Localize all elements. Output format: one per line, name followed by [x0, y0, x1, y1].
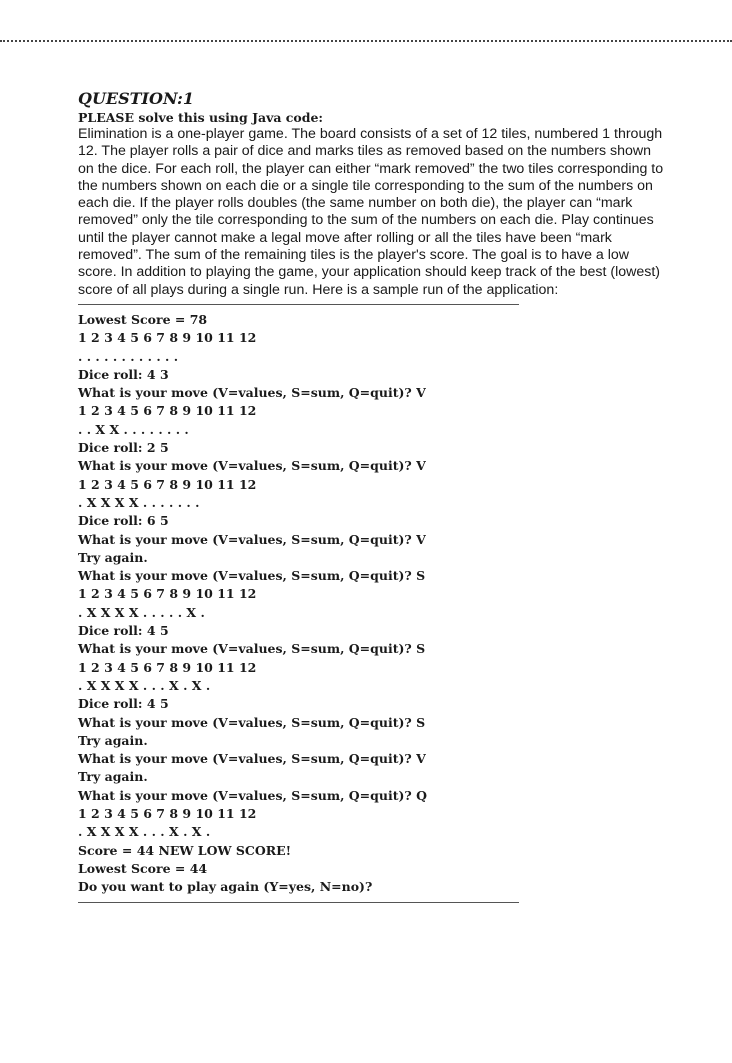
- sample-run-line: . X X X X . . . . . . .: [78, 494, 200, 510]
- sample-run-line: . . X X . . . . . . . .: [78, 421, 189, 437]
- sample-run-line: . X X X X . . . X . X .: [78, 824, 211, 840]
- sample-run-line: 1 2 3 4 5 6 7 8 9 10 11 12: [78, 330, 257, 346]
- sample-run-line: What is your move (V=values, S=sum, Q=quit)? Q: [78, 787, 427, 803]
- sample-run-line: 1 2 3 4 5 6 7 8 9 10 11 12: [78, 476, 257, 492]
- sample-run-line: Dice roll: 2 5: [78, 440, 169, 456]
- top-dotted-rule: [0, 40, 732, 42]
- sample-run-line: Dice roll: 6 5: [78, 513, 169, 529]
- sample-run-line: Dice roll: 4 5: [78, 696, 169, 712]
- sample-run-line: Try again.: [78, 769, 148, 785]
- sample-run-line: Dice roll: 4 3: [78, 366, 169, 382]
- separator-bottom: [78, 902, 519, 903]
- sample-run-line: Score = 44 NEW LOW SCORE!: [78, 842, 292, 858]
- question-description: Elimination is a one-player game. The board consists of a set of 12 tiles, numbered 1 through 12. The player rolls a pair of dice and marks tiles as removed based on the numbers shown on the dice. For each roll, the player can either “mark removed” the two tiles corresponding to the numbers shown on each die or a single tile corresponding to the sum of the numbers on each die. If the player rolls doubles (the same number on both die), the player can “mark removed” only the tile corresponding to the sum of the numbers on each die. Play continues until the player cannot make a legal move after rolling or all the tiles have been “mark removed”. The sum of the remaining tiles is the player's score. The goal is to have a low score. In addition to playing the game, your application should keep track of the best (lowest) score of all plays during a single run. Here is a sample run of the application:: [78, 126, 664, 298]
- sample-run-line: 1 2 3 4 5 6 7 8 9 10 11 12: [78, 805, 257, 821]
- question-instruction: PLEASE solve this using Java code:: [78, 110, 324, 125]
- sample-run-line: 1 2 3 4 5 6 7 8 9 10 11 12: [78, 659, 257, 675]
- sample-run-line: Do you want to play again (Y=yes, N=no)?: [78, 879, 373, 895]
- sample-run-line: What is your move (V=values, S=sum, Q=quit)? V: [78, 751, 426, 767]
- sample-run-line: Lowest Score = 78: [78, 311, 208, 327]
- sample-run-line: What is your move (V=values, S=sum, Q=quit)? V: [78, 385, 426, 401]
- question-title: QUESTION:1: [78, 89, 195, 108]
- sample-run-line: . X X X X . . . X . X .: [78, 677, 211, 693]
- sample-run-line: Try again.: [78, 732, 148, 748]
- separator-top: [78, 304, 519, 305]
- sample-run: [78, 311, 678, 897]
- sample-run-line: . . . . . . . . . . . .: [78, 348, 179, 364]
- sample-run-line: 1 2 3 4 5 6 7 8 9 10 11 12: [78, 403, 257, 419]
- sample-run-line: . X X X X . . . . . X .: [78, 604, 205, 620]
- sample-run-line: 1 2 3 4 5 6 7 8 9 10 11 12: [78, 586, 257, 602]
- sample-run-line: Dice roll: 4 5: [78, 623, 169, 639]
- sample-run-line: What is your move (V=values, S=sum, Q=quit)? V: [78, 531, 426, 547]
- sample-run-line: Try again.: [78, 549, 148, 565]
- sample-run-line: What is your move (V=values, S=sum, Q=quit)? S: [78, 714, 426, 730]
- sample-run-line: Lowest Score = 44: [78, 860, 208, 876]
- sample-run-line: What is your move (V=values, S=sum, Q=quit)? S: [78, 568, 426, 584]
- sample-run-line: What is your move (V=values, S=sum, Q=quit)? S: [78, 641, 426, 657]
- sample-run-line: What is your move (V=values, S=sum, Q=quit)? V: [78, 458, 426, 474]
- question-section: [78, 88, 678, 909]
